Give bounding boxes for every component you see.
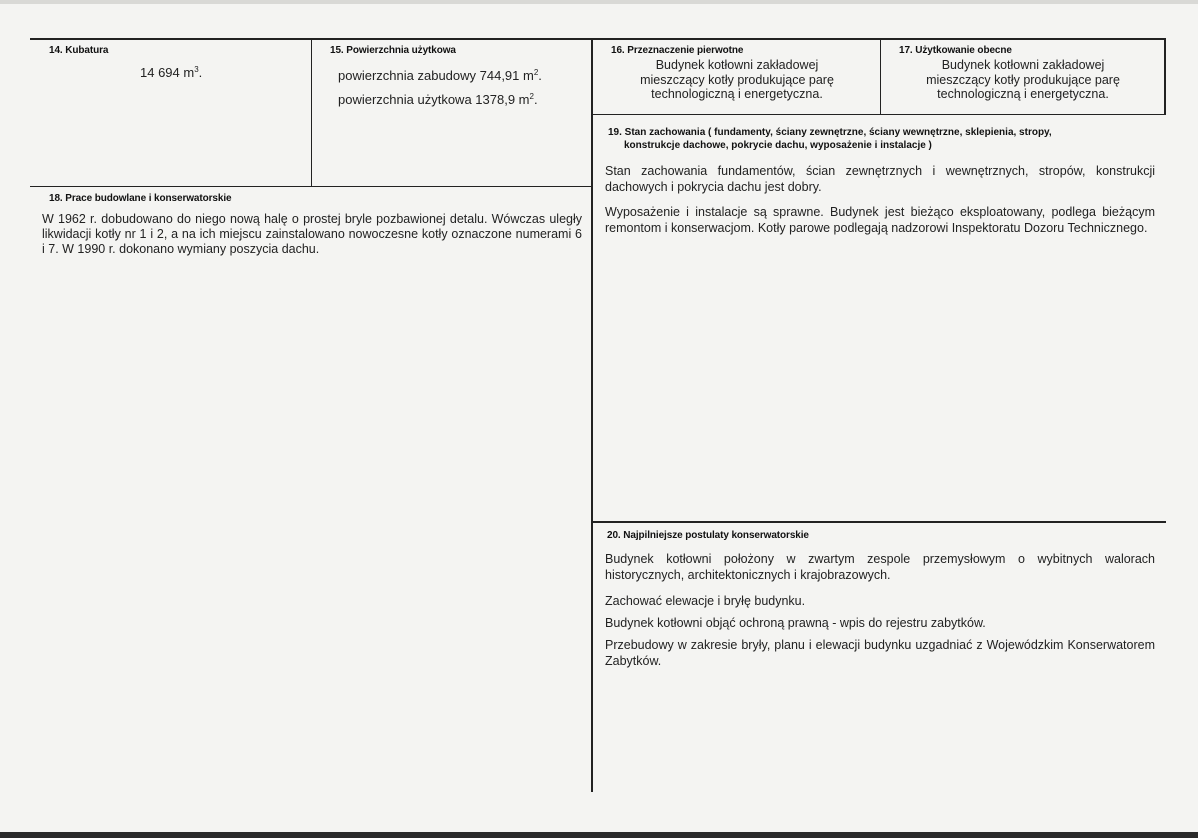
field-20-paragraph: Budynek kotłowni objąć ochroną prawną - wpis do rejestru zabytków. (605, 616, 986, 630)
area-usable-text: powierzchnia użytkowa 1378,9 m (338, 92, 530, 107)
area-built-text: powierzchnia zabudowy 744,91 m (338, 68, 534, 83)
field-19-paragraph: Wyposażenie i instalacje są sprawne. Budynek jest bieżąco eksploatowany, podlega bieżącym remontom i konserwacjom. Kotły parowe podlegają nadzorowi Inspektoratu Dozoru Technicznego. (605, 205, 1155, 235)
field-15-line-2 (338, 92, 538, 108)
field-16-value (596, 58, 878, 102)
field-15-label: 15. Powierzchnia użytkowa (330, 45, 456, 56)
area-built-exponent: 2 (533, 68, 539, 77)
top-border (30, 38, 1166, 40)
field-20-paragraph: Zachować elewacje i bryłę budynku. (605, 594, 806, 608)
field-19-paragraph: Stan zachowania fundamentów, ścian zewnętrznych i wewnętrznych, stropów, konstrukcji dachowych i pokrycia dachu jest dobry. (605, 164, 1155, 194)
field-14-label: 14. Kubatura (49, 45, 109, 56)
field-16-line: mieszczący kotły produkujące parę (640, 72, 834, 87)
row-divider-right-bottom (592, 521, 1166, 523)
field-18-label: 18. Prace budowlane i konserwatorskie (49, 193, 232, 204)
area-usable-tail: . (533, 92, 538, 107)
area-usable-exponent: 2 (529, 92, 534, 101)
field-19-label-line-1: 19. Stan zachowania ( fundamenty, ściany zewnętrzne, ściany wewnętrzne, sklepienia, stropy, (608, 127, 1052, 138)
field-16-line: Budynek kotłowni zakładowej (655, 58, 819, 72)
field-16-line: technologiczną i energetyczna. (651, 87, 823, 101)
field-17-label: 17. Użytkowanie obecne (899, 45, 1012, 56)
field-14-value (140, 65, 202, 81)
field-19-text (605, 163, 1155, 244)
field-17-line: technologiczną i energetyczna. (937, 87, 1109, 101)
row-divider-left (30, 186, 592, 187)
field-17-value (882, 58, 1164, 102)
col-divider-3 (880, 38, 881, 114)
col-divider-1 (311, 38, 312, 186)
field-20-paragraph: Budynek kotłowni położony w zwartym zespole przemysłowym o wybitnych walorach historycznych, architektonicznych i krajobrazowych. (605, 552, 1155, 582)
field-20-paragraph: Przebudowy w zakresie bryły, planu i elewacji budynku uzgadniać z Wojewódzkim Konserwatorem Zabytków. (605, 638, 1155, 668)
scan-edge-bottom (0, 832, 1198, 838)
right-edge (1164, 38, 1166, 114)
field-17-line: Budynek kotłowni zakładowej (941, 58, 1105, 72)
field-19-label-line-2: konstrukcje dachowe, pokrycie dachu, wyposażenie i instalacje ) (624, 140, 932, 151)
field-19-label (608, 126, 1158, 152)
field-15-line-1 (338, 68, 542, 84)
field-20-text (605, 551, 1155, 677)
scan-edge-top (0, 0, 1198, 4)
row-divider-right-top (592, 114, 1166, 115)
col-divider-2 (591, 38, 593, 792)
field-18-text: W 1962 r. dobudowano do niego nową halę o prostej bryle pozbawionej detalu. Wówczas uległy likwidacji kotły nr 1 i 2, a na ich miejscu zainstalowano nowoczesne kotły oznaczone numerami 6 i 7. W 1990 r. dokonano wymiany poszycia dachu. (42, 212, 582, 256)
kubatura-number: 14 694 m (140, 65, 195, 80)
field-16-label: 16. Przeznaczenie pierwotne (611, 45, 744, 56)
value-tail: . (198, 65, 203, 80)
field-20-label: 20. Najpilniejsze postulaty konserwatorskie (607, 530, 809, 541)
field-17-line: mieszczący kotły produkujące parę (926, 72, 1120, 87)
area-built-tail: . (538, 68, 542, 83)
unit-exponent: 3 (194, 65, 199, 74)
